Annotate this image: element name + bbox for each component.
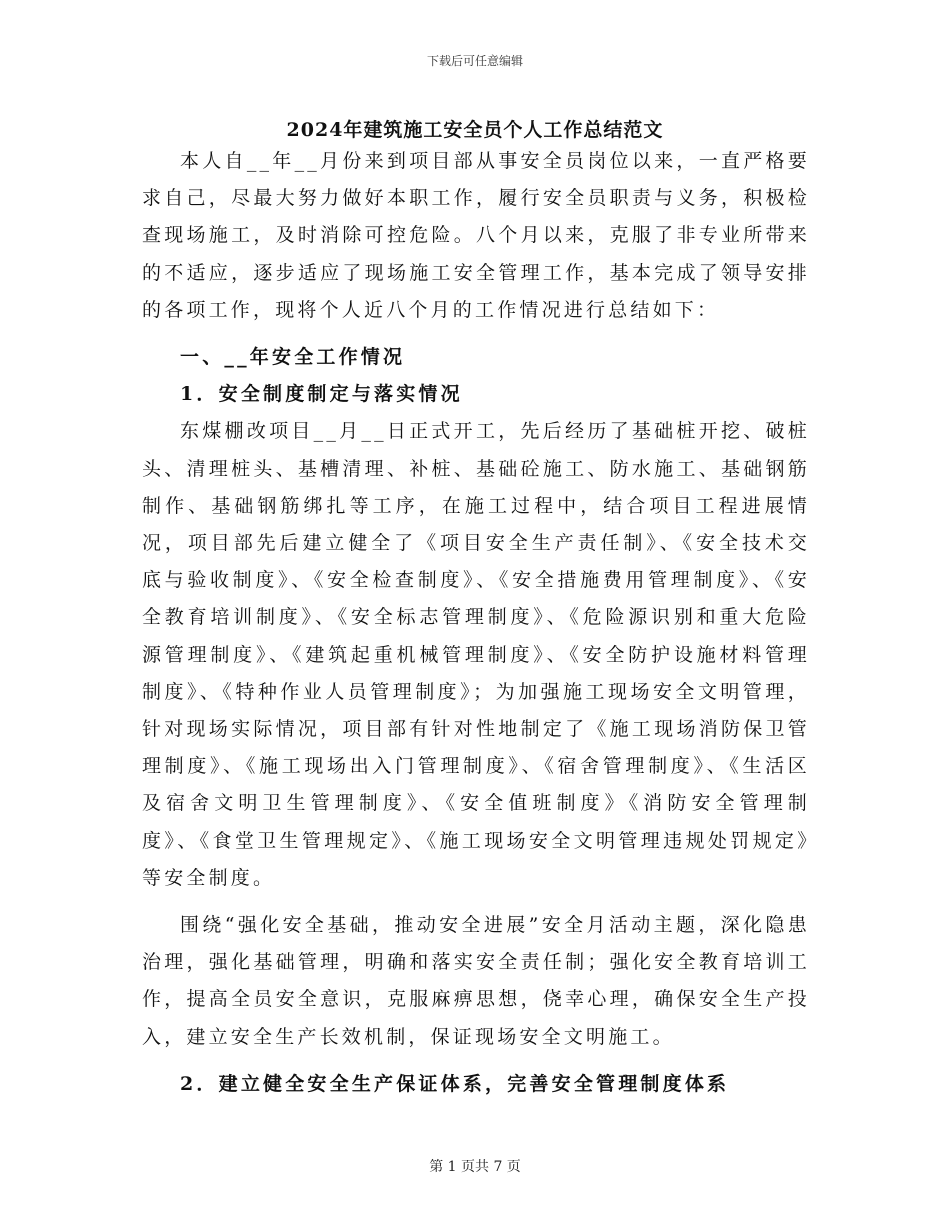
- subsection-heading-2: 2．建立健全安全生产保证体系，完善安全管理制度体系: [180, 1072, 730, 1095]
- subsection-heading-1: 1．安全制度制定与落实情况: [180, 383, 463, 406]
- document-title: 2024年建筑施工安全员个人工作总结范文: [286, 119, 664, 141]
- page-header-note: 下载后可任意编辑: [426, 54, 523, 68]
- body-paragraph-regulations: 东煤棚改项目__月__日正式开工，先后经历了基础桩开挖、破桩头、清理桩头、基槽清理、补桩、基础砼施工、防水施工、基础钢筋制作、基础钢筋绑扎等工序，在施工过程中，结合项目工程进展情况，项目部先后建立健全了《项目安全生产责任制》、《安全技术交底与验收制度》、《安全检查制度》、《安全措施费用管理制度》、《安全教育培训制度》、《安全标志管理制度》、《危险源识别和重大危险源管理制度》、《建筑起重机械管理制度》、《安全防护设施材料管理制度》、《特种作业人员管理制度》；为加强施工现场安全文明管理，针对现场实际情况，项目部有针对性地制定了《施工现场消防保卫管理制度》、《施工现场出入门管理制度》、《宿舍管理制度》、《生活区及宿舍文明卫生管理制度》、《安全值班制度》《消防安全管理制度》、《食堂卫生管理规定》、《施工现场安全文明管理违规处罚规定》等安全制度。: [142, 420, 810, 889]
- document-body: [142, 143, 810, 1103]
- section-heading-1: 一、__年安全工作情况: [180, 346, 406, 369]
- intro-paragraph: 本人自__年__月份来到项目部从事安全员岗位以来，一直严格要求自己，尽最大努力做好本职工作，履行安全员职责与义务，积极检查现场施工，及时消除可控危险。八个月以来，克服了非专业所带来的不适应，逐步适应了现场施工安全管理工作，基本完成了领导安排的各项工作，现将个人近八个月的工作情况进行总结如下：: [142, 150, 810, 321]
- body-paragraph-safety-month: 围绕“强化安全基础，推动安全进展”安全月活动主题，深化隐患治理，强化基础管理，明确和落实安全责任制；强化安全教育培训工作，提高全员安全意识，克服麻痹思想，侥幸心理，确保安全生产投入，建立安全生产长效机制，保证现场安全文明施工。: [142, 914, 810, 1048]
- page-number: 第 1 页共 7 页: [429, 1159, 521, 1175]
